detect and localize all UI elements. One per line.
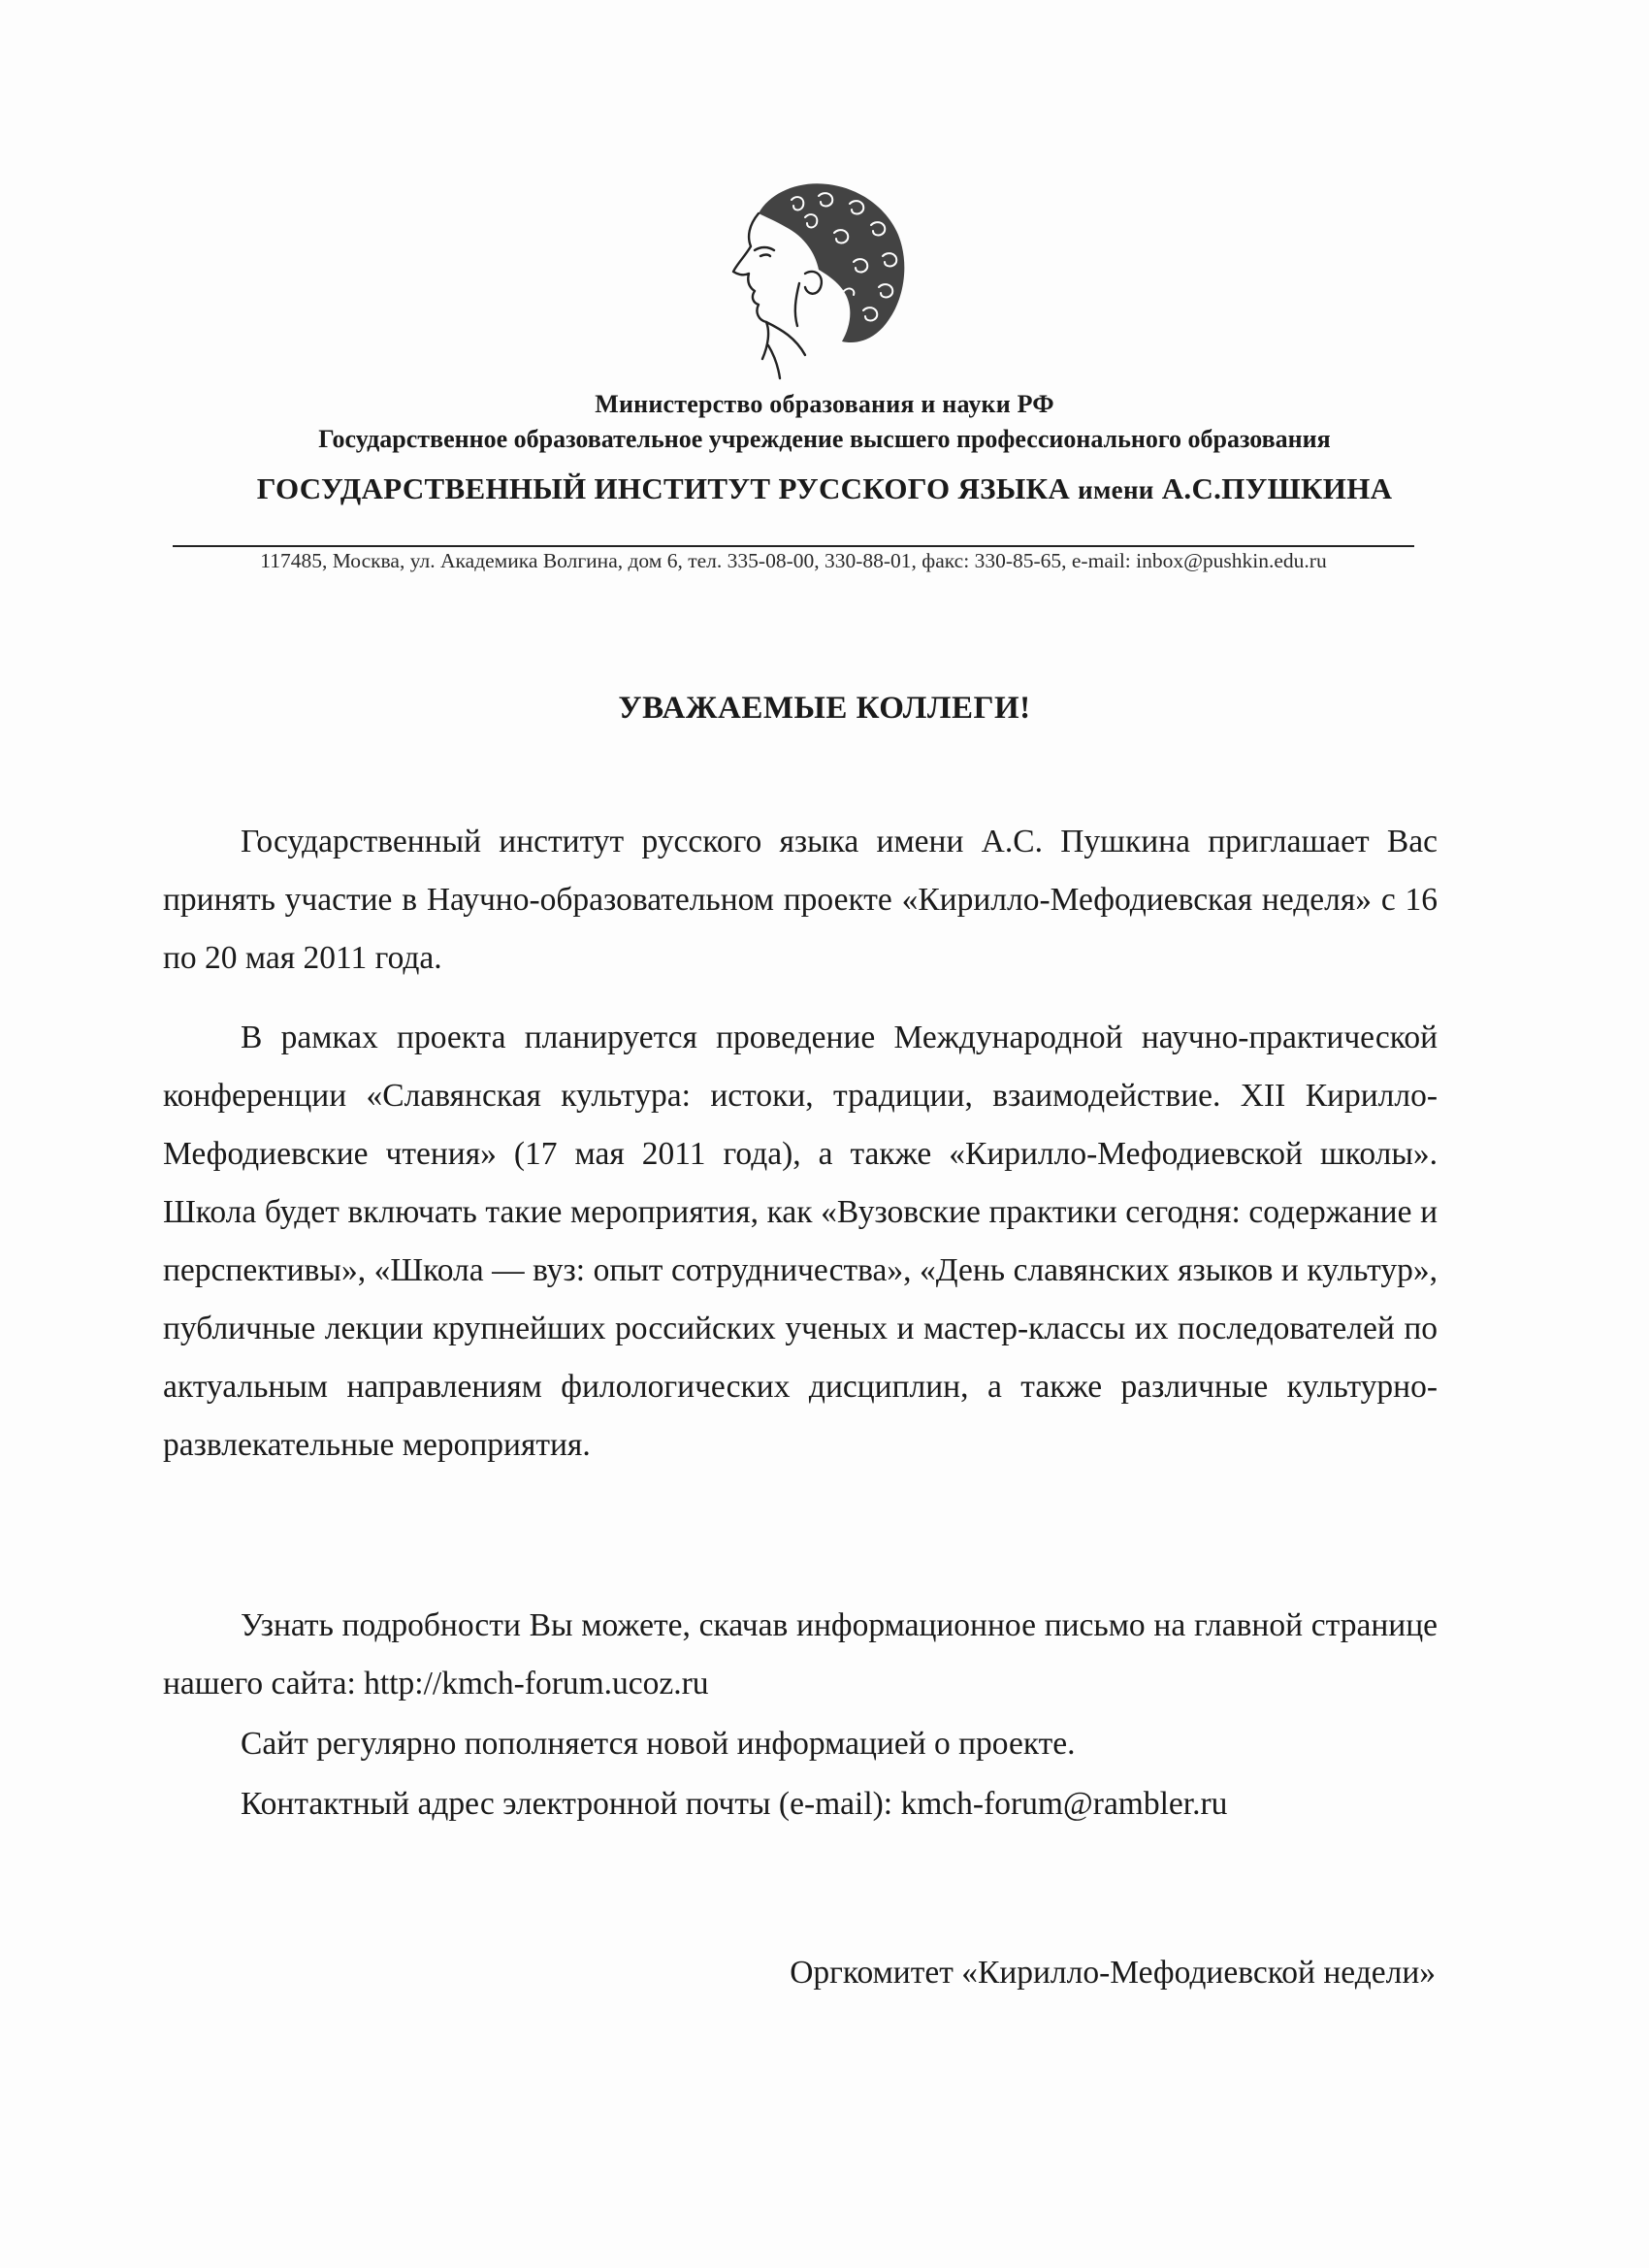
- paragraph-updates: Сайт регулярно пополняется новой информацией о проекте.: [241, 1726, 1076, 1762]
- paragraph-invitation: Государственный институт русского языка имени А.С. Пушкина приглашает Вас принять участие в Научно-образовательном проекте «Кирилло-Мефодиевская неделя» с 16 по 20 мая 2011 года.: [163, 824, 1438, 976]
- institute-logo-portrait: [698, 175, 922, 388]
- institute-name-suffix: имени: [1078, 475, 1154, 504]
- letterhead-divider: [173, 545, 1414, 547]
- paragraph-website: Узнать подробности Вы можете, скачав информационное письмо на главной странице нашего сайта: http://kmch-forum.ucoz.ru: [163, 1607, 1438, 1701]
- salutation: УВАЖАЕМЫЕ КОЛЛЕГИ!: [618, 691, 1031, 726]
- paragraph-contact-email: Контактный адрес электронной почты (e-mail): kmch-forum@rambler.ru: [241, 1786, 1228, 1822]
- institution-type: Государственное образовательное учреждение высшего профессионального образования: [318, 425, 1331, 453]
- institute-name: [0, 471, 1649, 506]
- institute-name-main: ГОСУДАРСТВЕННЫЙ ИНСТИТУТ РУССКОГО ЯЗЫКА: [256, 471, 1071, 505]
- institute-name-person: А.С.ПУШКИНА: [1161, 471, 1393, 505]
- institute-address: 117485, Москва, ул. Академика Волгина, дом 6, тел. 335-08-00, 330-88-01, факс: 330-85-65, e-mail: inbox@pushkin.edu.ru: [260, 549, 1327, 572]
- paragraph-program: В рамках проекта планируется проведение Международной научно-практической конференции «Славянская культура: истоки, традиции, взаимодействие. XII Кирилло-Мефодиевские чтения» (17 мая 2011 года), а также «Кирилло-Мефодиевской школы». Школа будет включать такие мероприятия, как «Вузовские практики сегодня: содержание и перспективы», «Школа — вуз: опыт сотрудничества», «День славянских языков и культур», публичные лекции крупнейших российских ученых и мастер-классы их последователей по актуальным направлениям филологических дисциплин, а также различные культурно-развлекательные мероприятия.: [163, 1020, 1438, 1463]
- signature: Оргкомитет «Кирилло-Мефодиевской недели»: [790, 1955, 1436, 1991]
- ministry-name: Министерство образования и науки РФ: [595, 390, 1054, 418]
